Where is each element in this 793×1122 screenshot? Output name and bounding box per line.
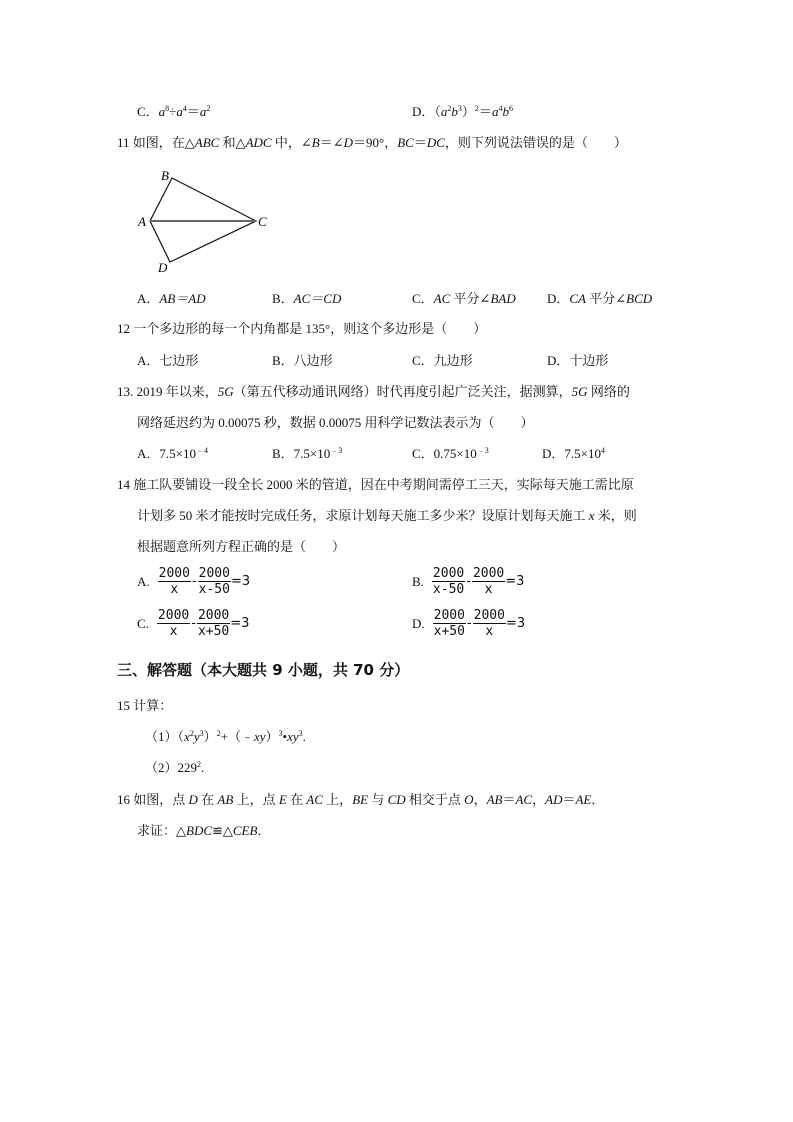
q10-option-c: C．$a^8\div a^4=a^2$ (137, 104, 211, 119)
q11-stem: 11 如图，在△ABC 和△ADC 中，∠B＝∠D＝90°，BC＝DC，则下列说法错误的是（ ） (117, 135, 627, 150)
q14-option-a: A. $\frac{2000}{x}$ - $\frac{2000}{x-50}$ =3 (137, 566, 251, 597)
q15-part-2: $(2)229^2$. (145, 760, 205, 775)
q13-option-a: A．$7.5\times 10^{﹣4}$ (137, 446, 208, 461)
diagram-label-b: B (161, 168, 169, 183)
q12-option-c: C．九边形 (412, 353, 473, 368)
diagram-label-d: D (158, 260, 168, 275)
q11-option-b: B．AC＝CD (272, 291, 342, 306)
q12-stem: 12 一个多边形的每一个内角都是 135°，则这个多边形是（ ） (117, 321, 487, 336)
section-3-heading: 三、解答题（本大题共 9 小题，共 70 分） (117, 661, 410, 679)
q13-stem-line2: 网络延迟约为 0.00075 秒，数据 0.00075 用科学记数法表示为（ ） (137, 415, 534, 430)
diagram-label-a: A (138, 214, 146, 229)
q15-part-1: $(1)(x^2y^3)^2+(﹣xy)^3•xy^3$. (145, 729, 306, 744)
q13-option-b: B．$7.5\times 10^{﹣3}$ (272, 446, 343, 461)
q14-option-c: C. $\frac{2000}{x}$ - $\frac{2000}{x+50}$ =3 (137, 608, 250, 639)
q11-option-a: A．AB＝AD (137, 291, 206, 306)
q14-stem-line3: 根据题意所列方程正确的是（ ） (137, 539, 346, 554)
q13-stem-line1: 13. 2019 年以来，5G（第五代移动通讯网络）时代再度引起广泛关注，据测算，5G 网络的 (117, 384, 630, 399)
q10-option-d: D．$(a^2b^3)^2=a^4b^6$ (412, 104, 513, 119)
q12-option-b: B．八边形 (272, 353, 333, 368)
q11-option-c: C．AC 平分∠BAD (412, 291, 516, 306)
q15-stem: 15 计算： (117, 698, 173, 713)
q13-option-c: C．$0.75\times 10^{﹣3}$ (412, 446, 489, 461)
q14-stem-line2: 计划多 50 米才能按时完成任务，求原计划每天施工多少米？设原计划每天施工 x 米，则 (137, 508, 637, 523)
q11-option-d: D．CA 平分∠BCD (547, 291, 653, 306)
q14-option-d: D. $\frac{2000}{x+50}$ - $\frac{2000}{x}$ =3 (412, 608, 526, 639)
q12-option-a: A．七边形 (137, 353, 199, 368)
q12-option-d: D．十边形 (547, 353, 609, 368)
q16-prove: 求证：△BDC≌△CEB． (137, 823, 271, 838)
diagram-label-c: C (258, 214, 267, 229)
q13-option-d: D．$7.5\times 10^4$ (542, 446, 605, 461)
q14-option-b: B. $\frac{2000}{x-50}$ - $\frac{2000}{x}$ =3 (412, 566, 525, 597)
q14-stem-line1: 14 施工队要铺设一段全长 2000 米的管道，因在中考期间需停工三天，实际每天施工需比原 (117, 477, 634, 492)
q16-stem: 16 如图，点 D 在 AB 上，点 E 在 AC 上，BE 与 CD 相交于点 O，AB＝AC，AD＝AE． (117, 792, 605, 807)
q11-diagram (130, 160, 290, 280)
